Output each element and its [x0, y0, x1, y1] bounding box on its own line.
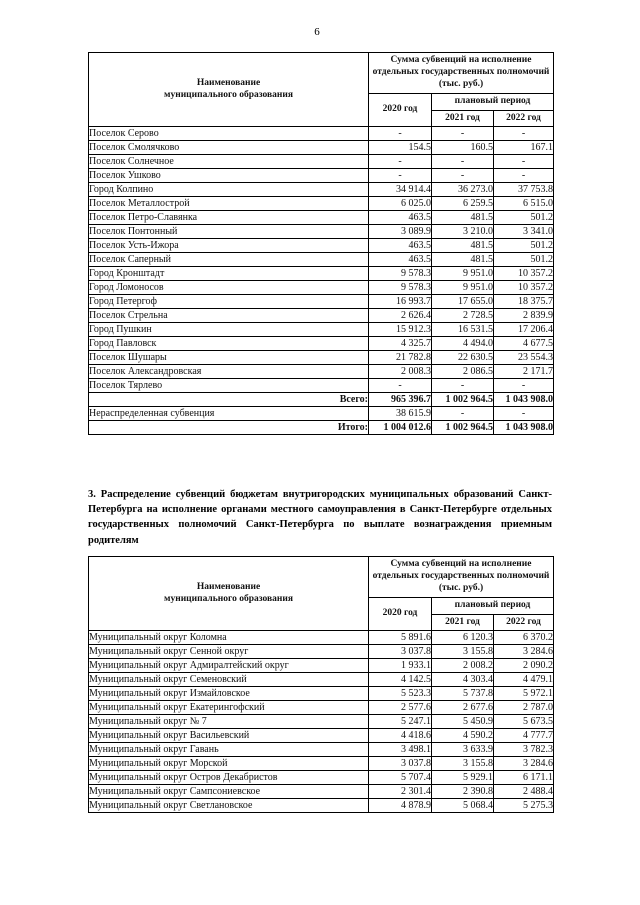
table-1-year-2020-header: 2020 год: [369, 93, 432, 127]
table-2-col-name-line1: Наименование: [196, 581, 261, 592]
cell-y2020: 5 247.1: [369, 715, 432, 729]
table-row: [89, 141, 554, 155]
cell-y2022: 4 479.1: [494, 673, 554, 687]
table-row: [89, 239, 554, 253]
table-row: [89, 169, 554, 183]
cell-y2021: 5 068.4: [432, 799, 494, 813]
cell-y2022: 3 284.6: [494, 757, 554, 771]
table-2-amount-line2: отдельных государственных полномочий: [372, 570, 550, 581]
cell-municipality-name: Муниципальный округ № 7: [89, 715, 369, 729]
cell-y2020: 3 037.8: [369, 757, 432, 771]
cell-municipality-name: Город Пушкин: [89, 323, 369, 337]
cell-municipality-name: Поселок Ушково: [89, 169, 369, 183]
table-1-amount-line1: Сумма субвенций на исполнение: [390, 55, 532, 65]
table-1-amount-header: [369, 53, 554, 94]
table-row: [89, 715, 554, 729]
table-2-year-2020-header: 2020 год: [369, 597, 432, 631]
cell-y2020: 2 577.6: [369, 701, 432, 715]
cell-y2021: 481.5: [432, 239, 494, 253]
cell-y2021: 16 531.5: [432, 323, 494, 337]
cell-y2020: 4 418.6: [369, 729, 432, 743]
cell-y2022: 10 357.2: [494, 281, 554, 295]
cell-y2021: 2 086.5: [432, 365, 494, 379]
cell-municipality-name: Город Ломоносов: [89, 281, 369, 295]
cell-y2020: 4 325.7: [369, 337, 432, 351]
table-1-col-name-line2: муниципального образования: [164, 89, 293, 100]
cell-municipality-name: Муниципальный округ Морской: [89, 757, 369, 771]
cell-y2022: 5 972.1: [494, 687, 554, 701]
cell-y2021: 4 494.0: [432, 337, 494, 351]
subventions-table-1-wrapper: [88, 52, 554, 435]
table-row: [89, 729, 554, 743]
table-row: [89, 267, 554, 281]
cell-municipality-name: Муниципальный округ Светлановское: [89, 799, 369, 813]
cell-y2020: 463.5: [369, 253, 432, 267]
cell-y2022: 37 753.8: [494, 183, 554, 197]
table-row: [89, 365, 554, 379]
table-2-amount-line3: (тыс. руб.): [438, 582, 484, 593]
subventions-table-1: [88, 52, 554, 435]
cell-y2021: 5 737.8: [432, 687, 494, 701]
cell-y2020: 5 523.3: [369, 687, 432, 701]
cell-y2022: 501.2: [494, 253, 554, 267]
page-number: 6: [314, 26, 320, 38]
cell-y2020: 463.5: [369, 211, 432, 225]
table-row: [89, 673, 554, 687]
cell-municipality-name: Поселок Тярлево: [89, 379, 369, 393]
cell-municipality-name: Муниципальный округ Измайловское: [89, 687, 369, 701]
table-1-head: [89, 53, 554, 127]
cell-municipality-name: Город Петергоф: [89, 295, 369, 309]
cell-y2021: -: [432, 407, 494, 421]
cell-municipality-name: Муниципальный округ Адмиралтейский округ: [89, 659, 369, 673]
table-row: [89, 771, 554, 785]
cell-municipality-name: Поселок Металлострой: [89, 197, 369, 211]
cell-y2021: 6 120.3: [432, 631, 494, 645]
cell-y2020: 38 615.9: [369, 407, 432, 421]
cell-y2021: 2 677.6: [432, 701, 494, 715]
table-2-amount-line1: Сумма субвенций на исполнение: [390, 559, 532, 569]
cell-y2020: 4 142.5: [369, 673, 432, 687]
cell-y2021: 22 630.5: [432, 351, 494, 365]
table-1-header-row-1: [89, 53, 554, 94]
cell-y2021: 6 259.5: [432, 197, 494, 211]
cell-municipality-name: Поселок Петро-Славянка: [89, 211, 369, 225]
cell-y2021: 2 390.8: [432, 785, 494, 799]
cell-y2020: 2 301.4: [369, 785, 432, 799]
table-row: [89, 281, 554, 295]
cell-municipality-name: Город Колпино: [89, 183, 369, 197]
table-row: [89, 337, 554, 351]
cell-municipality-name: Поселок Смолячково: [89, 141, 369, 155]
cell-y2020: 463.5: [369, 239, 432, 253]
cell-y2020: 5 891.6: [369, 631, 432, 645]
cell-y2020: 21 782.8: [369, 351, 432, 365]
cell-y2021: 3 210.0: [432, 225, 494, 239]
cell-y2021: 5 929.1: [432, 771, 494, 785]
table-row: [89, 799, 554, 813]
subventions-table-2-wrapper: [88, 556, 554, 813]
cell-y2022: 3 782.3: [494, 743, 554, 757]
cell-y2022: 10 357.2: [494, 267, 554, 281]
cell-municipality-name: Город Павловск: [89, 337, 369, 351]
cell-y2021: 5 450.9: [432, 715, 494, 729]
cell-y2022: 18 375.7: [494, 295, 554, 309]
cell-municipality-name: Муниципальный округ Сампсониевское: [89, 785, 369, 799]
table-row: [89, 309, 554, 323]
cell-y2021: 1 002 964.5: [432, 393, 494, 407]
table-row: [89, 211, 554, 225]
cell-y2020: -: [369, 155, 432, 169]
cell-municipality-name: Поселок Саперный: [89, 253, 369, 267]
cell-y2022: 23 554.3: [494, 351, 554, 365]
cell-y2020: -: [369, 127, 432, 141]
table-1-planned-period-header: плановый период: [432, 93, 554, 110]
cell-y2022: -: [494, 155, 554, 169]
section-3-paragraph: 3. Распределение субвенций бюджетам внутригородских муниципальных образований Санкт-Петербурга на исполнение органами местного самоуправления в Санкт-Петербурге отдельных государственных полномочий Санкт-Петербурга по выплате вознаграждения приемным родителям: [88, 489, 552, 546]
cell-y2020: 16 993.7: [369, 295, 432, 309]
cell-y2020: 4 878.9: [369, 799, 432, 813]
cell-y2021: 481.5: [432, 211, 494, 225]
cell-y2022: 2 839.9: [494, 309, 554, 323]
subventions-table-2: [88, 556, 554, 813]
cell-municipality-name: Поселок Серово: [89, 127, 369, 141]
cell-summary-label: Итого:: [89, 421, 369, 435]
cell-y2022: -: [494, 127, 554, 141]
table-row: [89, 225, 554, 239]
cell-y2020: 3 498.1: [369, 743, 432, 757]
cell-y2022: 4 777.7: [494, 729, 554, 743]
cell-y2022: 2 488.4: [494, 785, 554, 799]
table-2-col-name-line2: муниципального образования: [164, 593, 293, 604]
cell-y2021: 3 155.8: [432, 757, 494, 771]
cell-y2021: 3 155.8: [432, 645, 494, 659]
cell-y2022: 6 171.1: [494, 771, 554, 785]
table-1-amount-line3: (тыс. руб.): [438, 78, 484, 89]
cell-y2020: 3 089.9: [369, 225, 432, 239]
table-summary-row: [89, 421, 554, 435]
table-row: [89, 183, 554, 197]
table-row: [89, 323, 554, 337]
cell-y2020: 2 626.4: [369, 309, 432, 323]
table-row: [89, 687, 554, 701]
table-row: [89, 295, 554, 309]
cell-y2022: 1 043 908.0: [494, 421, 554, 435]
cell-y2022: 6 515.0: [494, 197, 554, 211]
table-1-body: [89, 127, 554, 435]
cell-municipality-name: Муниципальный округ Остров Декабристов: [89, 771, 369, 785]
cell-municipality-name: Поселок Александровская: [89, 365, 369, 379]
cell-y2020: 2 008.3: [369, 365, 432, 379]
cell-y2022: 5 275.3: [494, 799, 554, 813]
table-row: [89, 197, 554, 211]
table-2-amount-header: [369, 557, 554, 598]
cell-y2021: 9 951.0: [432, 267, 494, 281]
cell-y2020: 6 025.0: [369, 197, 432, 211]
table-1-col-name-header: [89, 53, 369, 127]
table-row: [89, 757, 554, 771]
table-row: [89, 379, 554, 393]
cell-y2020: 9 578.3: [369, 281, 432, 295]
cell-municipality-name: Муниципальный округ Екатерингофский: [89, 701, 369, 715]
cell-y2022: 2 787.0: [494, 701, 554, 715]
table-row: [89, 659, 554, 673]
table-row: [89, 645, 554, 659]
cell-y2021: 2 008.2: [432, 659, 494, 673]
cell-y2022: 3 284.6: [494, 645, 554, 659]
cell-y2020: 9 578.3: [369, 267, 432, 281]
cell-y2021: 17 655.0: [432, 295, 494, 309]
cell-municipality-name: Город Кронштадт: [89, 267, 369, 281]
cell-municipality-name: Муниципальный округ Сенной округ: [89, 645, 369, 659]
table-1-amount-line2: отдельных государственных полномочий: [372, 66, 550, 77]
table-2-col-name-header: [89, 557, 369, 631]
cell-y2020: 34 914.4: [369, 183, 432, 197]
cell-y2022: 4 677.5: [494, 337, 554, 351]
cell-municipality-name: Муниципальный округ Васильевский: [89, 729, 369, 743]
cell-municipality-name: Муниципальный округ Коломна: [89, 631, 369, 645]
cell-municipality-name: Нераспределенная субвенция: [89, 407, 369, 421]
cell-y2020: 1 933.1: [369, 659, 432, 673]
cell-municipality-name: Поселок Понтонный: [89, 225, 369, 239]
cell-y2021: -: [432, 379, 494, 393]
table-row: [89, 155, 554, 169]
table-summary-row: [89, 393, 554, 407]
table-2-year-2022-header: 2022 год: [494, 614, 554, 631]
cell-y2020: 3 037.8: [369, 645, 432, 659]
table-row: [89, 253, 554, 267]
cell-y2021: 4 303.4: [432, 673, 494, 687]
cell-municipality-name: Поселок Солнечное: [89, 155, 369, 169]
cell-y2021: 9 951.0: [432, 281, 494, 295]
cell-y2020: -: [369, 169, 432, 183]
cell-y2022: 17 206.4: [494, 323, 554, 337]
table-summary-row: [89, 407, 554, 421]
table-row: [89, 785, 554, 799]
cell-y2020: -: [369, 379, 432, 393]
table-2-header-row-1: [89, 557, 554, 598]
table-2-head: [89, 557, 554, 631]
cell-y2022: 3 341.0: [494, 225, 554, 239]
table-row: [89, 631, 554, 645]
cell-y2020: 965 396.7: [369, 393, 432, 407]
cell-y2022: 2 090.2: [494, 659, 554, 673]
cell-y2020: 15 912.3: [369, 323, 432, 337]
table-2-body: [89, 631, 554, 813]
cell-summary-label: Всего:: [89, 393, 369, 407]
cell-y2022: -: [494, 407, 554, 421]
cell-municipality-name: Поселок Усть-Ижора: [89, 239, 369, 253]
cell-y2021: 3 633.9: [432, 743, 494, 757]
cell-y2021: 4 590.2: [432, 729, 494, 743]
cell-y2021: 2 728.5: [432, 309, 494, 323]
table-2-planned-period-header: плановый период: [432, 597, 554, 614]
cell-y2022: 2 171.7: [494, 365, 554, 379]
cell-y2020: 1 004 012.6: [369, 421, 432, 435]
table-1-year-2021-header: 2021 год: [432, 110, 494, 127]
cell-y2021: -: [432, 155, 494, 169]
cell-y2022: 5 673.5: [494, 715, 554, 729]
cell-municipality-name: Муниципальный округ Гавань: [89, 743, 369, 757]
cell-y2021: -: [432, 169, 494, 183]
cell-y2022: 167.1: [494, 141, 554, 155]
cell-y2021: 1 002 964.5: [432, 421, 494, 435]
cell-municipality-name: Поселок Стрельна: [89, 309, 369, 323]
cell-municipality-name: Поселок Шушары: [89, 351, 369, 365]
table-row: [89, 701, 554, 715]
cell-y2021: 481.5: [432, 253, 494, 267]
cell-y2020: 5 707.4: [369, 771, 432, 785]
cell-y2022: 1 043 908.0: [494, 393, 554, 407]
table-row: [89, 351, 554, 365]
cell-y2021: -: [432, 127, 494, 141]
table-1-col-name-line1: Наименование: [196, 77, 261, 88]
cell-y2022: 6 370.2: [494, 631, 554, 645]
table-1-year-2022-header: 2022 год: [494, 110, 554, 127]
table-2-year-2021-header: 2021 год: [432, 614, 494, 631]
cell-y2022: -: [494, 169, 554, 183]
cell-y2022: 501.2: [494, 239, 554, 253]
table-row: [89, 743, 554, 757]
cell-y2020: 154.5: [369, 141, 432, 155]
cell-y2022: 501.2: [494, 211, 554, 225]
cell-municipality-name: Муниципальный округ Семеновский: [89, 673, 369, 687]
cell-y2021: 36 273.0: [432, 183, 494, 197]
cell-y2022: -: [494, 379, 554, 393]
table-row: [89, 127, 554, 141]
cell-y2021: 160.5: [432, 141, 494, 155]
